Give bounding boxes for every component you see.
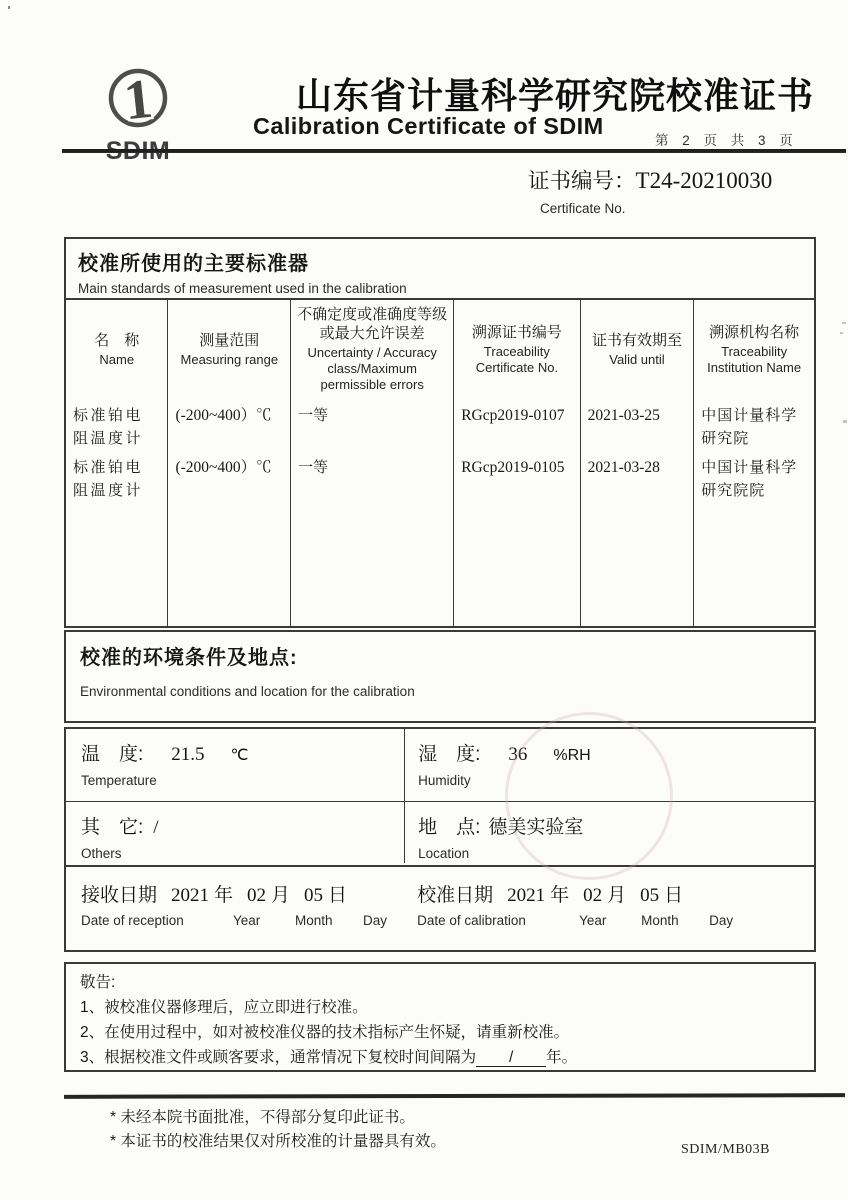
calibration-date xyxy=(404,867,814,950)
col-header-cn: 溯源证书编号 xyxy=(471,323,562,341)
temperature-cell xyxy=(66,729,404,801)
notice-section xyxy=(64,962,816,1072)
recal-interval-blank: / xyxy=(476,1049,546,1067)
reception-month: 02 xyxy=(247,885,267,906)
table-header-row xyxy=(66,300,814,398)
reception-year: 2021 xyxy=(171,885,210,906)
standards-title xyxy=(66,239,814,300)
calibration-month: 02 xyxy=(583,885,603,906)
table-cell: 2021-03-25 xyxy=(587,407,660,424)
year-label-en: Year xyxy=(579,913,607,928)
col-header-cn: 证书有效期至 xyxy=(591,331,682,349)
notice-item: 1、被校准仪器修理后，应立即进行校准。 xyxy=(80,999,368,1016)
others-label: 其 它: xyxy=(81,817,144,838)
stamp-artifact xyxy=(505,712,673,880)
month-label-en: Month xyxy=(295,913,333,928)
certificate-number-en: Certificate No. xyxy=(540,201,626,216)
page-number: 第 2 页 共 3 页 xyxy=(655,133,798,148)
certificate-number-value: T24-20210030 xyxy=(635,168,773,193)
location-label-en: Location xyxy=(418,846,470,861)
page-title: 山东省计量科学研究院校准证书 xyxy=(296,75,815,116)
temperature-unit: ℃ xyxy=(230,747,249,764)
table-col-cert-no xyxy=(454,398,580,626)
scan-speck xyxy=(8,6,10,9)
footnotes xyxy=(110,1106,446,1154)
col-header-traceability-no xyxy=(454,300,580,398)
table-body xyxy=(66,398,814,626)
footnote-line: * 本证书的校准结果仅对所校准的计量器具有效。 xyxy=(110,1133,446,1150)
table-cell: 中国计量科学研究院院 xyxy=(701,459,798,499)
table-cell: 一等 xyxy=(298,407,329,424)
notice-item xyxy=(80,1045,800,1070)
conditions-section xyxy=(64,727,816,865)
col-header-range xyxy=(168,300,291,398)
location-value: 德美实验室 xyxy=(488,817,584,838)
table-cell: RGcp2019-0105 xyxy=(461,459,565,476)
certificate-number-label: 证书编号： xyxy=(528,169,636,193)
col-header-en: Traceability Institution Name xyxy=(707,343,802,375)
day-unit: 日 xyxy=(328,885,348,906)
col-header-uncertainty xyxy=(291,300,454,398)
table-cell: 中国计量科学研究院 xyxy=(701,407,798,447)
temperature-value: 21.5 xyxy=(171,744,205,765)
calibration-label-en: Date of calibration xyxy=(417,913,526,928)
footnote-line: * 未经本院书面批准，不得部分复印此证书。 xyxy=(110,1109,415,1126)
others-cell xyxy=(66,802,404,863)
col-header-en: Valid until xyxy=(609,351,665,367)
notice-item3-suffix: 年。 xyxy=(546,1049,578,1066)
col-header-en: Measuring range xyxy=(180,351,279,367)
others-label-en: Others xyxy=(81,846,122,861)
col-header-name xyxy=(66,300,168,398)
calibration-day: 05 xyxy=(640,885,660,906)
reception-day: 05 xyxy=(304,885,324,906)
col-header-cn: 名 称 xyxy=(94,331,140,349)
col-header-cn: 溯源机构名称 xyxy=(709,323,800,341)
col-header-cn: 不确定度或准确度等级或最大允许误差 xyxy=(297,306,448,342)
calibration-year: 2021 xyxy=(507,885,546,906)
temperature-label: 温 度: xyxy=(81,744,144,765)
col-header-en: Uncertainty / Accuracy class/Maximum permissible errors xyxy=(307,345,437,392)
scan-speck xyxy=(843,420,847,423)
table-cell: 标准铂电阻温度计 xyxy=(73,459,144,499)
reception-label-en: Date of reception xyxy=(81,913,184,928)
table-col-accuracy xyxy=(291,398,454,626)
location-label: 地 点: xyxy=(418,817,481,838)
table-cell: 2021-03-28 xyxy=(587,459,660,476)
standards-title-en: Main standards of measurement used in the calibration xyxy=(78,281,407,296)
scan-speck xyxy=(840,332,843,334)
col-header-institution xyxy=(694,300,814,398)
year-unit: 年 xyxy=(550,885,570,906)
humidity-unit: %RH xyxy=(553,747,591,764)
table-cell: 一等 xyxy=(298,459,329,476)
table-col-institution xyxy=(694,398,814,626)
month-unit: 月 xyxy=(271,885,291,906)
notice-item: 2、在使用过程中，如对被校准仪器的技术指标产生怀疑，请重新校准。 xyxy=(80,1024,570,1041)
environment-section xyxy=(64,630,816,723)
humidity-label-en: Humidity xyxy=(418,773,471,788)
table-cell: (-200~400）℃ xyxy=(175,407,272,424)
form-code: SDIM/MB03B xyxy=(681,1142,771,1157)
standards-title-cn: 校准所使用的主要标准器 xyxy=(78,253,309,275)
month-unit: 月 xyxy=(607,885,627,906)
reception-label: 接收日期 xyxy=(81,885,158,906)
calibration-label: 校准日期 xyxy=(417,885,494,906)
humidity-value: 36 xyxy=(508,744,528,765)
notice-title: 敬告: xyxy=(80,974,116,991)
day-unit: 日 xyxy=(664,885,684,906)
col-header-en: Name xyxy=(99,351,135,367)
svg-text:1: 1 xyxy=(121,67,156,133)
year-unit: 年 xyxy=(214,885,234,906)
table-cell: 标准铂电阻温度计 xyxy=(73,407,144,447)
month-label-en: Month xyxy=(641,913,679,928)
day-label-en: Day xyxy=(363,913,388,928)
table-cell: RGcp2019-0107 xyxy=(461,407,565,424)
environment-title-en: Environmental conditions and location for the calibration xyxy=(80,684,415,699)
table-col-valid-until xyxy=(581,398,695,626)
table-cell: (-200~400）℃ xyxy=(175,459,272,476)
certificate-number xyxy=(528,164,772,195)
temperature-label-en: Temperature xyxy=(81,773,157,788)
environment-title-cn: 校准的环境条件及地点: xyxy=(80,647,298,669)
table-col-name xyxy=(66,398,168,626)
notice-item3-text: 3、根据校准文件或顾客要求，通常情况下复校时间间隔为 xyxy=(80,1049,477,1066)
reception-date xyxy=(66,867,404,950)
scan-speck xyxy=(842,322,846,324)
conditions-row-1 xyxy=(66,729,814,802)
table-col-range xyxy=(168,398,291,626)
page-title-en: Calibration Certificate of SDIM xyxy=(253,113,604,139)
col-header-cn: 测量范围 xyxy=(199,331,260,349)
conditions-row-2 xyxy=(66,802,814,863)
humidity-label: 湿 度: xyxy=(418,744,481,765)
year-label-en: Year xyxy=(233,913,261,928)
col-header-valid-until xyxy=(581,300,695,398)
col-header-en: Traceability Certificate No. xyxy=(475,343,559,375)
header-rule xyxy=(62,149,846,153)
dates-section xyxy=(64,865,816,952)
footer-rule xyxy=(64,1093,845,1098)
others-value: / xyxy=(153,817,159,838)
day-label-en: Day xyxy=(709,913,734,928)
logo-text: SDIM xyxy=(105,137,171,165)
standards-table xyxy=(64,237,816,628)
